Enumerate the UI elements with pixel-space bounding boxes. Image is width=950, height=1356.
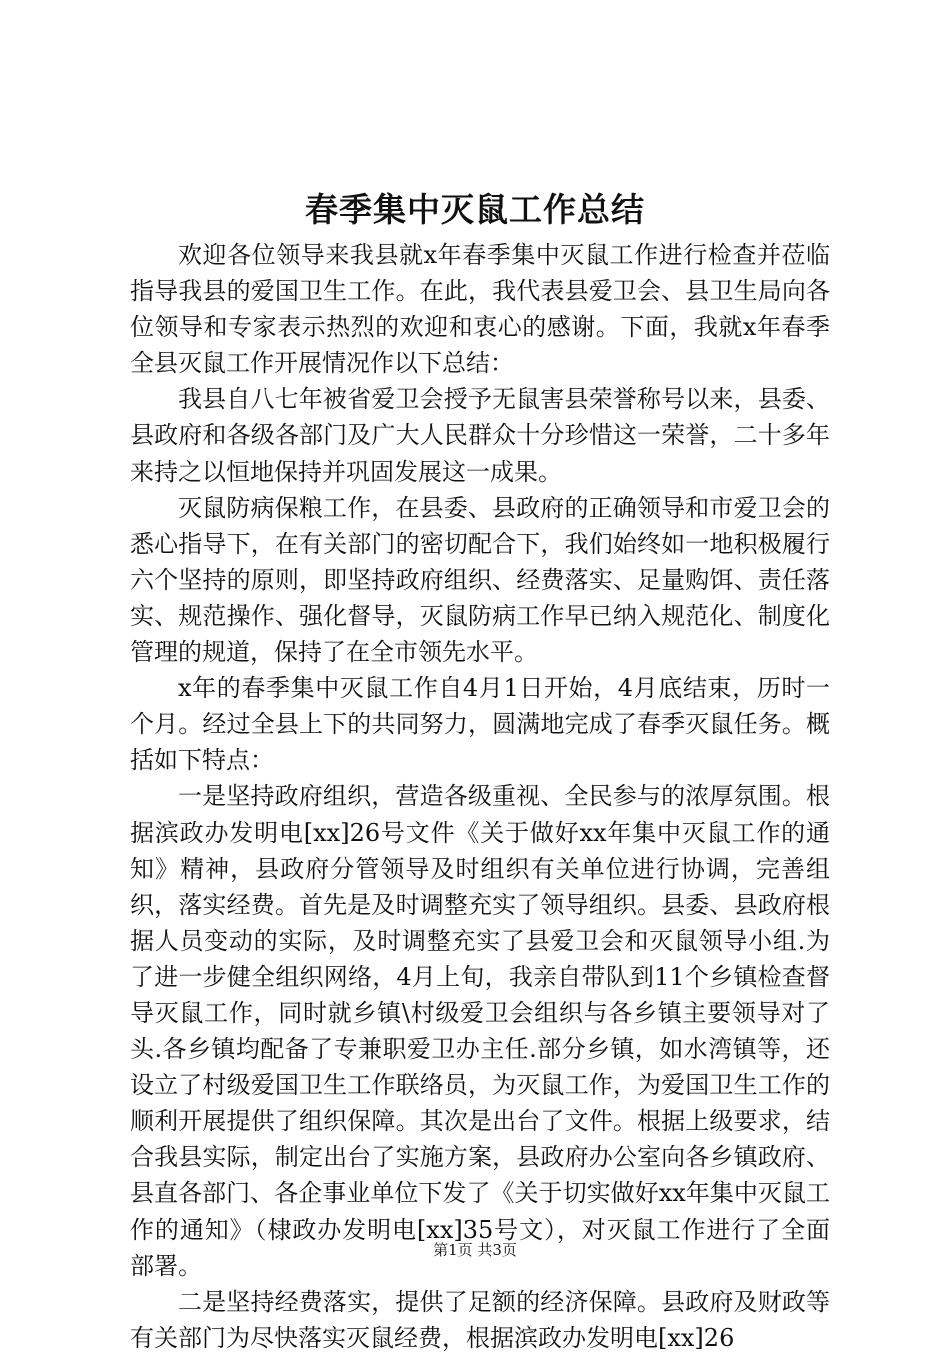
paragraph-principles: 灭鼠防病保粮工作，在县委、县政府的正确领导和市爱卫会的悉心指导下，在有关部门的密切配合下，我们始终如一地积极履行六个坚持的原则，即坚持政府组织、经费落实、足量购饵、责任落实、规范操作、强化督导，灭鼠防病工作早已纳入规范化、制度化管理的规道，保持了在全市领先水平。 (130, 493, 830, 667)
paragraph-intro: 欢迎各位领导来我县就x年春季集中灭鼠工作进行检查并莅临指导我县的爱国卫生工作。在此，我代表县爱卫会、县卫生局向各位领导和专家表示热烈的欢迎和衷心的感谢。下面，我就x年春季全县灭鼠工作开展情况作以下总结： (130, 241, 830, 378)
paragraph-schedule: x年的春季集中灭鼠工作自4月1日开始，4月底结束，历时一个月。经过全县上下的共同努力，圆满地完成了春季灭鼠任务。概括如下特点： (130, 674, 830, 775)
paragraph-point-one: 一是坚持政府组织，营造各级重视、全民参与的浓厚氛围。根据滨政办发明电[xx]26号文件《关于做好xx年集中灭鼠工作的通知》精神，县政府分管领导及时组织有关单位进行协调，完善组织，落实经费。首先是及时调整充实了领导组织。县委、县政府根据人员变动的实际，及时调整充实了县爱卫会和灭鼠领导小组.为了进一步健全组织网络，4月上旬，我亲自带队到11个乡镇检查督导灭鼠工作，同时就乡镇\村级爱卫会组织与各乡镇主要领导对了头.各乡镇均配备了专兼职爱卫办主任.部分乡镇，如水湾镇等，还设立了村级爱国卫生工作联络员，为灭鼠工作，为爱国卫生工作的顺利开展提供了组织保障。其次是出台了文件。根据上级要求，结合我县实际，制定出台了实施方案，县政府办公室向各乡镇政府、县直各部门、各企事业单位下发了《关于切实做好xx年集中灭鼠工作的通知》（棣政办发明电[xx]35号文），对灭鼠工作进行了全面部署。 (130, 782, 830, 1280)
paragraph-point-two: 二是坚持经费落实，提供了足额的经济保障。县政府及财政等有关部门为尽快落实灭鼠经费，根据滨政办发明电[xx]26 (130, 1287, 830, 1352)
document-body (130, 237, 830, 1356)
paragraph-history: 我县自八七年被省爱卫会授予无鼠害县荣誉称号以来，县委、县政府和各级各部门及广大人民群众十分珍惜这一荣誉，二十多年来持之以恒地保持并巩固发展这一成果。 (130, 385, 830, 486)
page-number-footer: 第1页 共3页 (433, 1241, 517, 1259)
document-title: 春季集中灭鼠工作总结 (305, 190, 645, 229)
